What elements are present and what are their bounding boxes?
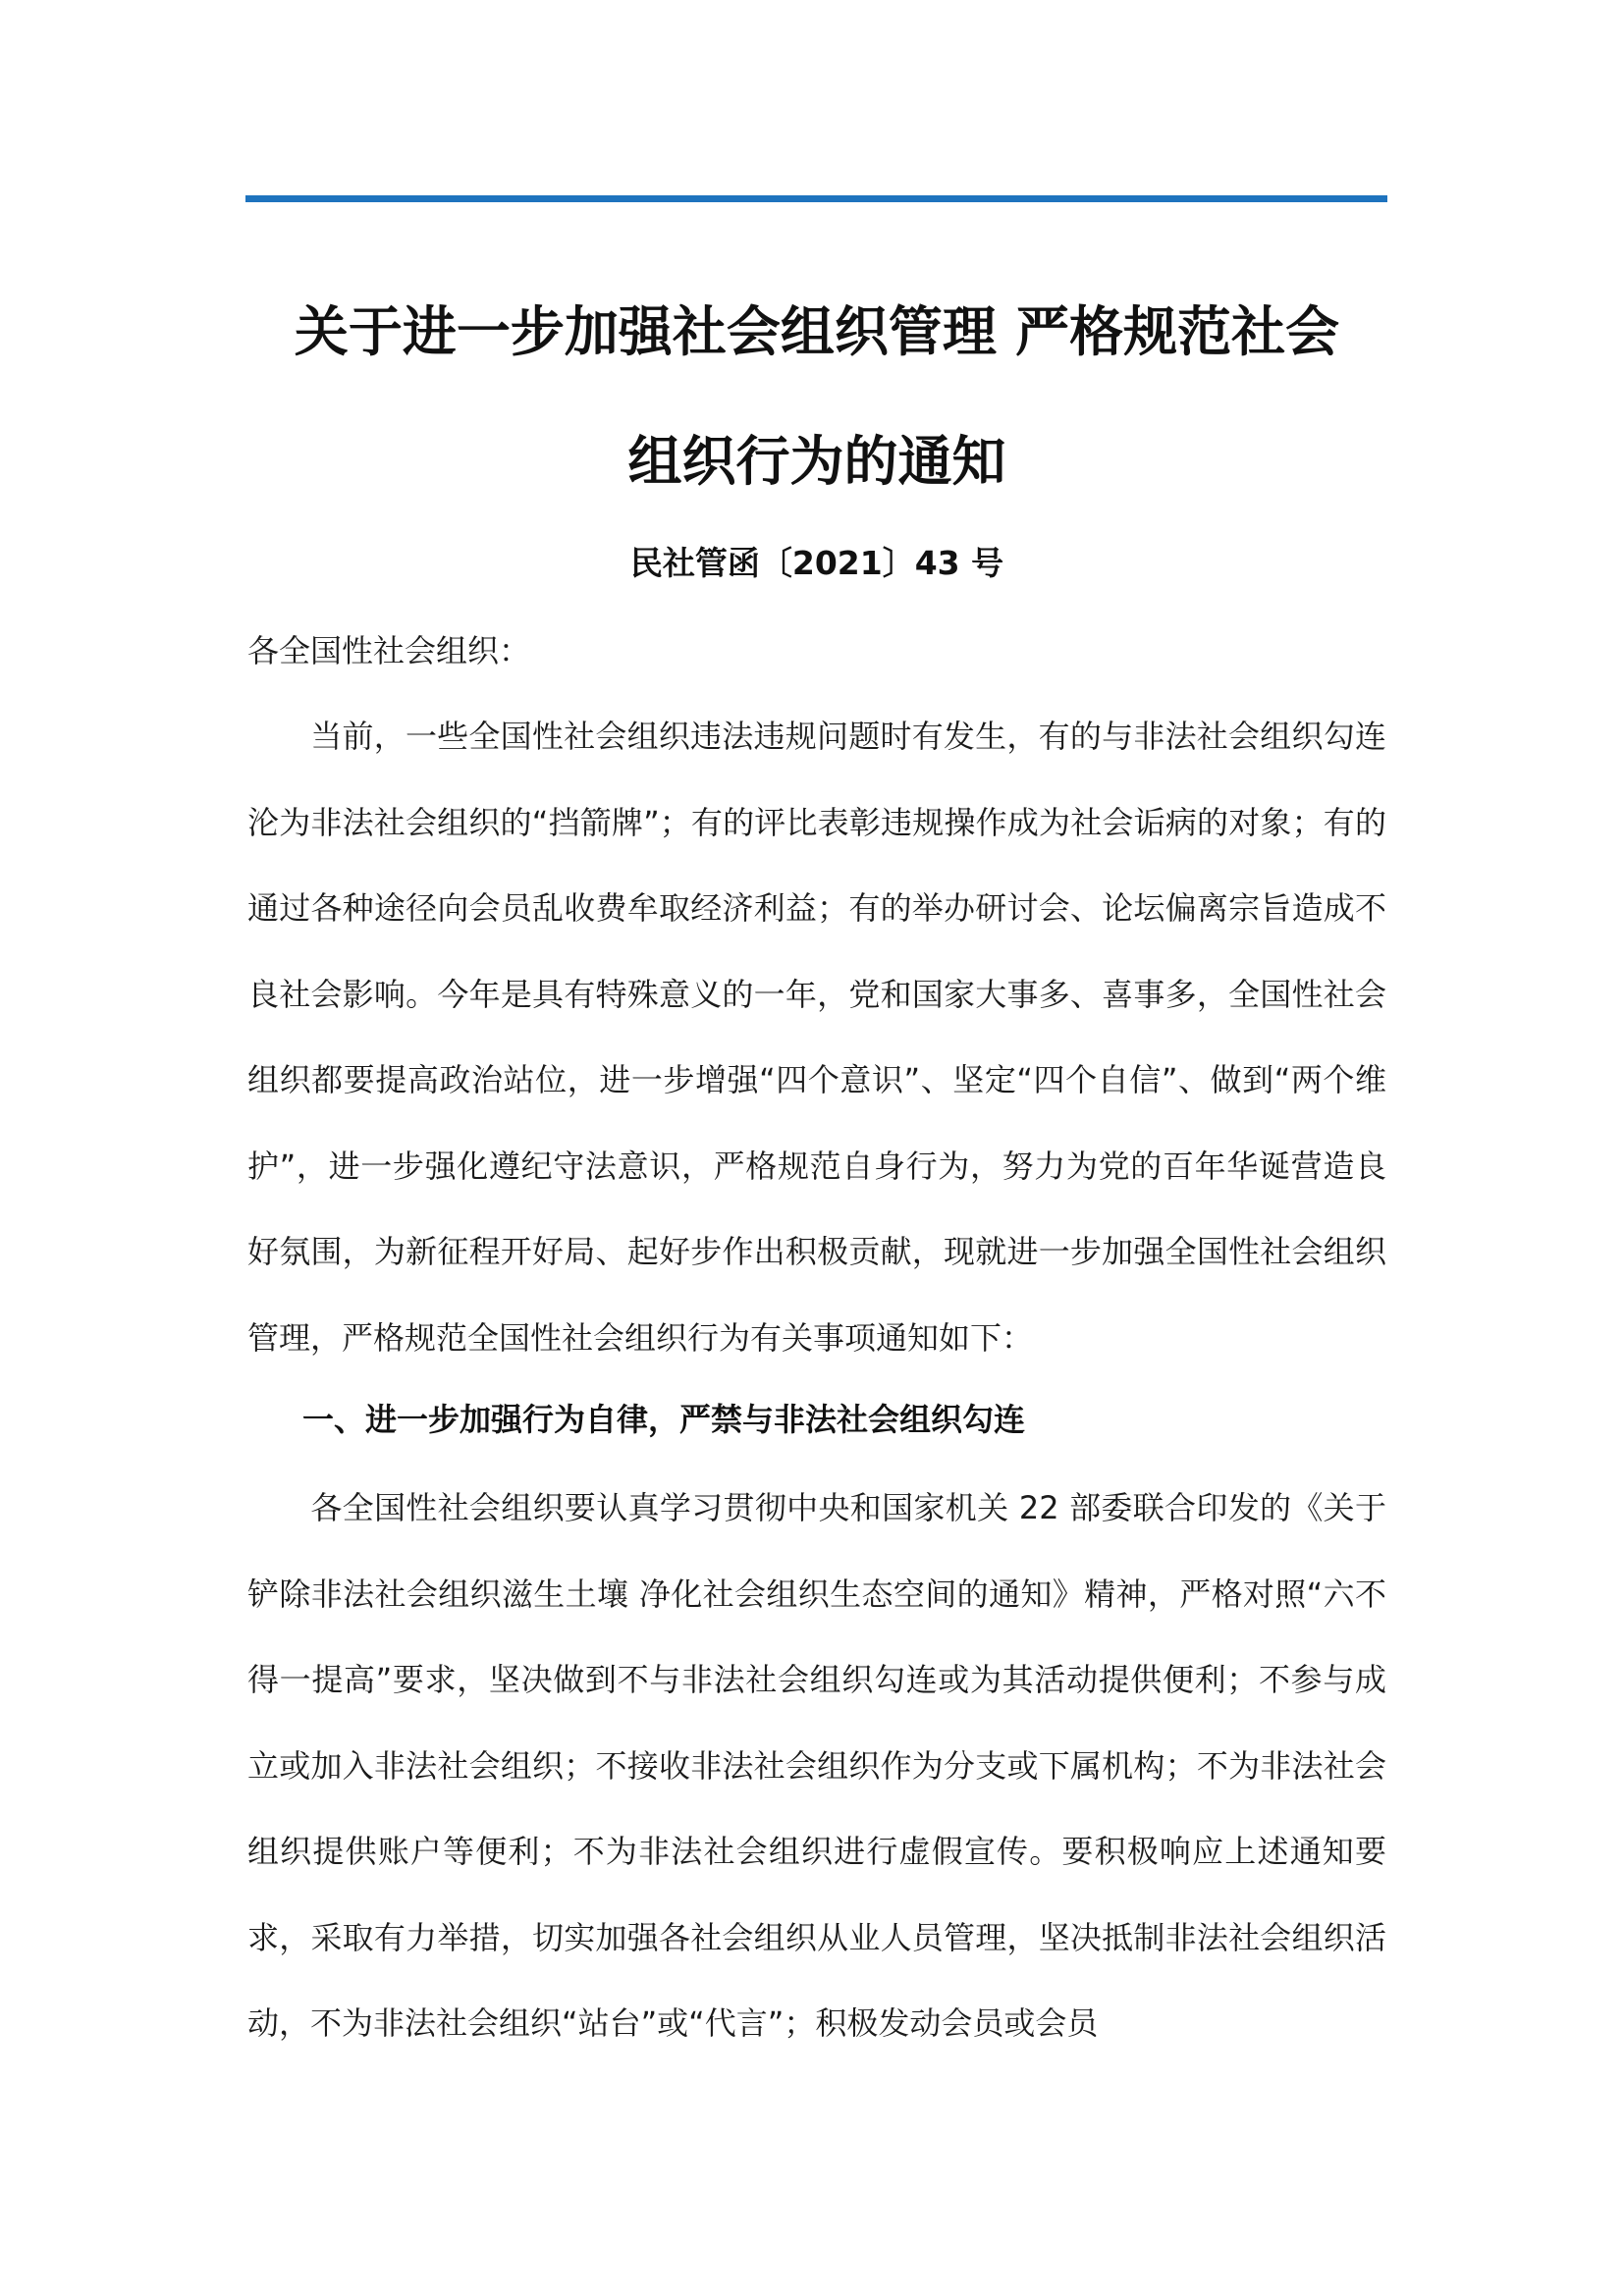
document-title-line1: 关于进一步加强社会组织管理 严格规范社会 [294,300,1340,363]
body-paragraph-1-text: 当前，一些全国性社会组织违法违规问题时有发生，有的与非法社会组织勾连沦为非法社会组织的“挡箭牌”；有的评比表彰违规操作成为社会诟病的对象；有的通过各种途径向会员乱收费牟取经济利益；有的举办研讨会、论坛偏离宗旨造成不良社会影响。今年是具有特殊意义的一年，党和国家大事多、喜事多，全国性社会组织都要提高政治站位，进一步增强“四个意识”、坚定“四个自信”、做到“两个维护”，进一步强化遵纪守法意识，严格规范自身行为，努力为党的百年华诞营造良好氛围，为新征程开好局、起好步作出积极贡献，现就进一步加强全国性社会组织管理，严格规范全国性社会组织行为有关事项通知如下： [247,718,1386,1357]
top-rule [245,195,1387,202]
body-paragraph-2 [247,1466,1386,2067]
salutation: 各全国性社会组织： [247,632,531,669]
document-number: 民社管函〔2021〕43 号 [629,544,1004,582]
section-heading-1: 一、进一步加强行为自律，严禁与非法社会组织勾连 [302,1401,1026,1438]
body-paragraph-1 [247,694,1386,1381]
document-title-line2: 组织行为的通知 [627,430,1006,493]
body-paragraph-2-text: 各全国性社会组织要认真学习贯彻中央和国家机关 22 部委联合印发的《关于铲除非法社会组织滋生土壤 净化社会组织生态空间的通知》精神，严格对照“六不得一提高”要求，坚决做到不与非法社会组织勾连或为其活动提供便利；不参与成立或加入非法社会组织；不接收非法社会组织作为分支或下属机构；不为非法社会组织提供账户等便利；不为非法社会组织进行虚假宣传。要积极响应上述通知要求，采取有力举措，切实加强各社会组织从业人员管理，坚决抵制非法社会组织活动，不为非法社会组织“站台”或“代言”；积极发动会员或会员 [247,1489,1386,2042]
